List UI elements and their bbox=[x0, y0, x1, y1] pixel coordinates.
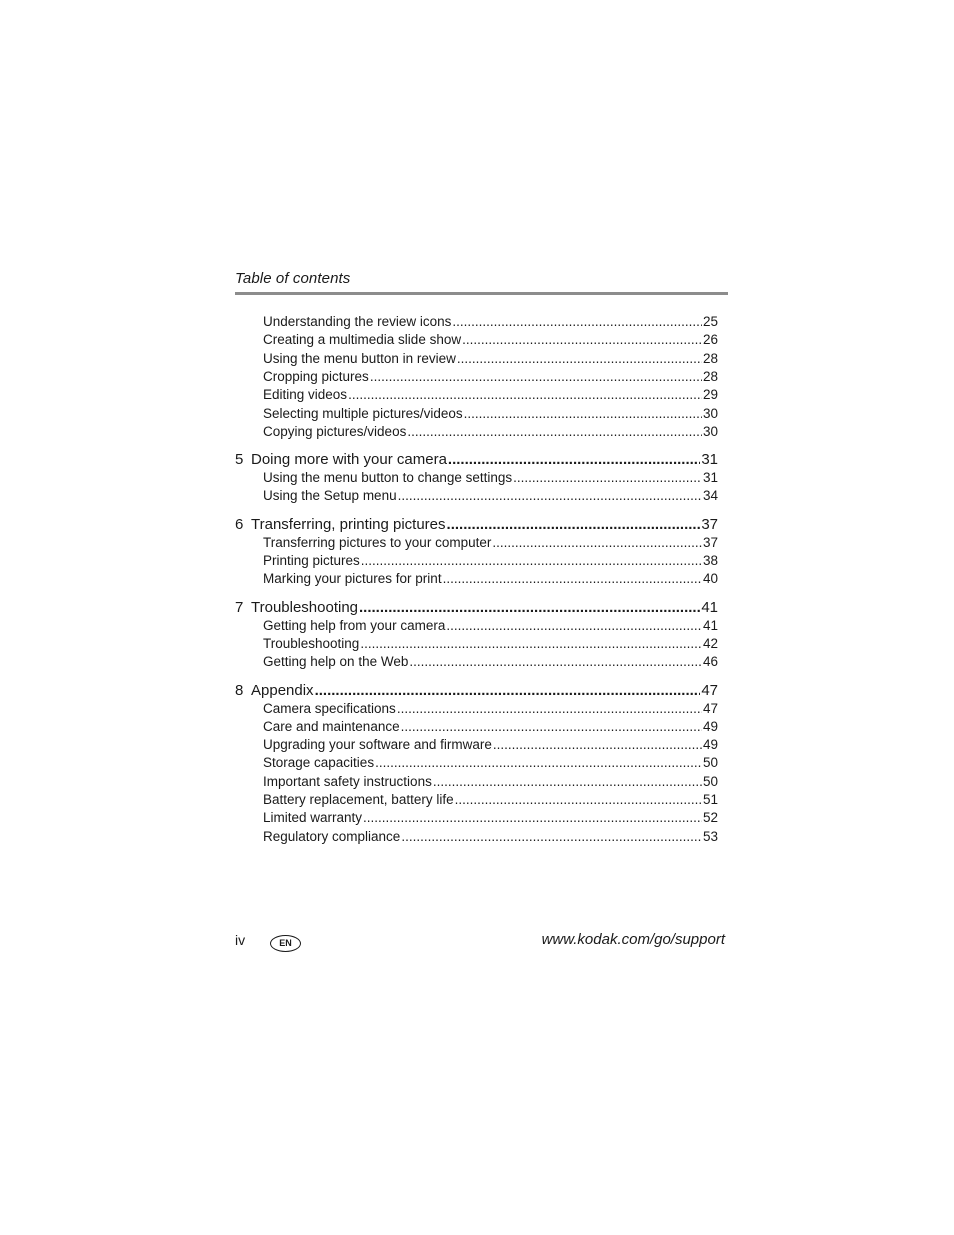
toc-chapter-entry[interactable] bbox=[235, 681, 718, 701]
toc-section-title: Copying pictures/videos bbox=[263, 423, 407, 439]
language-badge: EN bbox=[270, 935, 301, 952]
toc-section-entry[interactable] bbox=[263, 313, 718, 331]
toc-section-entry[interactable] bbox=[263, 386, 718, 404]
toc-page-number: 31 bbox=[701, 451, 718, 469]
toc-dot-leader bbox=[433, 773, 702, 791]
toc-page-number: 52 bbox=[702, 810, 718, 826]
toc-page-number: 30 bbox=[702, 423, 718, 439]
toc-section-title: Printing pictures bbox=[263, 553, 360, 568]
toc-chapter-title-text: Doing more with your camera bbox=[251, 451, 447, 469]
toc-section-title: Selecting multiple pictures/videos bbox=[263, 405, 463, 421]
toc-chapter-title bbox=[235, 450, 447, 470]
toc-dot-leader bbox=[401, 828, 702, 846]
toc-section-title: Limited warranty bbox=[263, 810, 363, 826]
toc-section-title: Care and maintenance bbox=[263, 718, 400, 734]
toc-chapter-number: 5 bbox=[235, 451, 244, 469]
toc-section-title: Editing videos bbox=[263, 387, 348, 403]
toc-chapter-title bbox=[235, 598, 358, 618]
toc-dot-leader bbox=[401, 718, 702, 736]
toc-chapter-entry[interactable] bbox=[235, 515, 718, 535]
toc-dot-leader bbox=[446, 617, 702, 635]
toc-section-title: Troubleshooting bbox=[263, 635, 360, 651]
toc-section-entry[interactable] bbox=[263, 718, 718, 736]
toc-section-entry[interactable] bbox=[263, 635, 718, 653]
toc-chapter-title-text: Appendix bbox=[251, 681, 314, 699]
toc-dot-leader bbox=[448, 450, 700, 470]
toc-section-entry[interactable] bbox=[263, 350, 718, 368]
toc-page-number: 49 bbox=[702, 737, 718, 753]
toc-page-number: 34 bbox=[702, 488, 718, 504]
toc-section-title: Battery replacement, battery life bbox=[263, 792, 454, 807]
toc-dot-leader bbox=[492, 534, 702, 552]
toc-dot-leader bbox=[513, 469, 702, 487]
toc-dot-leader bbox=[315, 681, 701, 701]
toc-page-number: 28 bbox=[702, 368, 718, 384]
toc-section-entry[interactable] bbox=[263, 809, 718, 827]
footer-page-number: iv bbox=[235, 932, 246, 948]
toc-section-entry[interactable] bbox=[263, 736, 718, 754]
toc-section-entry[interactable] bbox=[263, 368, 718, 386]
toc-dot-leader bbox=[359, 598, 700, 618]
toc-section-entry[interactable] bbox=[263, 791, 718, 809]
toc-page-number: 47 bbox=[702, 700, 718, 716]
toc-page-number: 41 bbox=[702, 617, 718, 633]
header-rule bbox=[235, 292, 728, 295]
toc-page-number: 31 bbox=[702, 470, 718, 486]
toc-section-title: Transferring pictures to your computer bbox=[263, 534, 492, 550]
toc-dot-leader bbox=[375, 754, 702, 772]
toc-page-number: 50 bbox=[702, 755, 718, 771]
toc-section-entry[interactable] bbox=[263, 700, 718, 718]
toc-page-number: 51 bbox=[702, 792, 718, 807]
toc-page-number: 50 bbox=[702, 773, 718, 789]
toc-section-title: Regulatory compliance bbox=[263, 828, 401, 844]
toc-dot-leader bbox=[443, 570, 702, 588]
toc-page-number: 49 bbox=[702, 718, 718, 734]
toc-dot-leader bbox=[407, 423, 702, 441]
toc-section-entry[interactable] bbox=[263, 828, 718, 846]
toc-section-entry[interactable] bbox=[263, 469, 718, 487]
toc-section-entry[interactable] bbox=[263, 570, 718, 588]
toc-page-number: 38 bbox=[702, 553, 718, 568]
toc-chapter-number: 8 bbox=[235, 681, 244, 699]
toc-section-title: Using the Setup menu bbox=[263, 488, 397, 504]
toc-dot-leader bbox=[457, 350, 702, 368]
toc-dot-leader bbox=[370, 368, 702, 386]
toc-section-entry[interactable] bbox=[263, 754, 718, 772]
toc-section-entry[interactable] bbox=[263, 552, 718, 570]
toc-section-title: Storage capacities bbox=[263, 755, 375, 771]
toc-dot-leader bbox=[398, 487, 702, 505]
footer-support-url[interactable]: www.kodak.com/go/support bbox=[541, 931, 725, 948]
toc-section-title: Using the menu button to change settings bbox=[263, 470, 513, 486]
toc-chapter-title-text: Troubleshooting bbox=[251, 598, 359, 616]
toc-chapter-entry[interactable] bbox=[235, 450, 718, 470]
toc-dot-leader bbox=[447, 515, 701, 535]
toc-page-number: 37 bbox=[702, 534, 718, 550]
toc-page-number: 26 bbox=[702, 332, 718, 348]
toc-section-entry[interactable] bbox=[263, 331, 718, 349]
toc-page-number: 41 bbox=[701, 598, 718, 616]
toc-section-title: Cropping pictures bbox=[263, 368, 369, 384]
toc-dot-leader bbox=[360, 635, 702, 653]
toc-page-number: 46 bbox=[702, 654, 718, 670]
running-header-title: Table of contents bbox=[235, 270, 351, 287]
toc-page-number: 28 bbox=[702, 350, 718, 366]
toc-section-title: Getting help on the Web bbox=[263, 654, 409, 670]
toc-section-entry[interactable] bbox=[263, 653, 718, 671]
toc-dot-leader bbox=[397, 700, 702, 718]
toc-chapter-title-text: Transferring, printing pictures bbox=[251, 515, 446, 533]
toc-page-number: 25 bbox=[702, 314, 718, 329]
toc-chapter-title bbox=[235, 681, 314, 701]
toc-section-entry[interactable] bbox=[263, 423, 718, 441]
toc-section-entry[interactable] bbox=[263, 534, 718, 552]
toc-dot-leader bbox=[455, 791, 702, 809]
toc-section-title: Important safety instructions bbox=[263, 773, 432, 789]
toc-section-entry[interactable] bbox=[263, 405, 718, 423]
toc-section-title: Creating a multimedia slide show bbox=[263, 332, 462, 348]
toc-section-title: Understanding the review icons bbox=[263, 314, 452, 329]
toc-section-title: Using the menu button in review bbox=[263, 350, 456, 366]
toc-section-entry[interactable] bbox=[263, 487, 718, 505]
toc-dot-leader bbox=[464, 405, 702, 423]
toc-dot-leader bbox=[409, 653, 702, 671]
toc-page-number: 40 bbox=[702, 571, 718, 587]
toc-dot-leader bbox=[452, 313, 702, 331]
toc-page-number: 53 bbox=[702, 828, 718, 844]
toc-dot-leader bbox=[462, 331, 702, 349]
toc-section-title: Camera specifications bbox=[263, 700, 396, 716]
toc-section-entry[interactable] bbox=[263, 773, 718, 791]
toc-dot-leader bbox=[363, 809, 702, 827]
toc-chapter-number: 6 bbox=[235, 515, 244, 533]
toc-chapter-entry[interactable] bbox=[235, 598, 718, 618]
toc-section-entry[interactable] bbox=[263, 617, 718, 635]
toc-page-number: 37 bbox=[701, 515, 718, 533]
toc-dot-leader bbox=[361, 552, 702, 570]
toc-section-title: Marking your pictures for print bbox=[263, 571, 442, 587]
toc-page-number: 29 bbox=[702, 387, 718, 403]
toc-dot-leader bbox=[348, 386, 702, 404]
toc-page-number: 42 bbox=[702, 635, 718, 651]
toc-chapter-number: 7 bbox=[235, 598, 244, 616]
toc-page-number: 47 bbox=[701, 681, 718, 699]
toc-page-number: 30 bbox=[702, 405, 718, 421]
toc-section-title: Getting help from your camera bbox=[263, 617, 446, 633]
toc-dot-leader bbox=[493, 736, 702, 754]
toc-section-title: Upgrading your software and firmware bbox=[263, 737, 492, 753]
toc-chapter-title bbox=[235, 515, 446, 535]
